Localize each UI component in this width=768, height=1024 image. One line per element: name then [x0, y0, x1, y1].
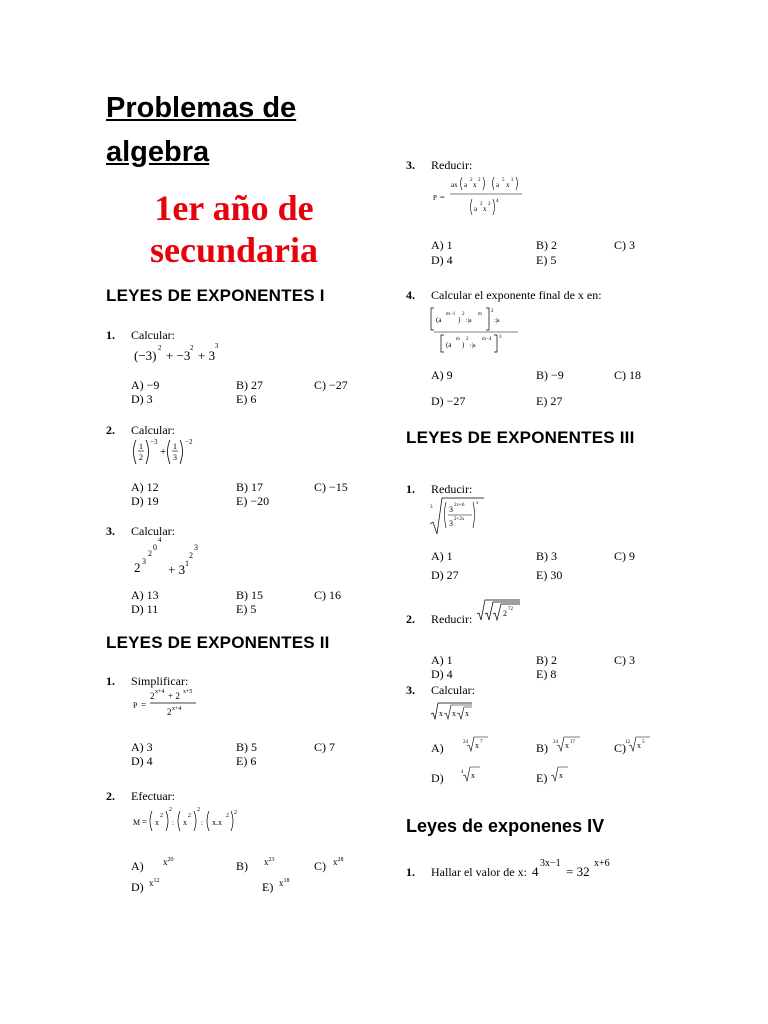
- option[interactable]: C) −27: [314, 378, 348, 392]
- svg-text:2: 2: [188, 813, 191, 819]
- option[interactable]: D) 11: [131, 602, 159, 616]
- option[interactable]: A) 1: [431, 549, 453, 563]
- svg-text:3: 3: [194, 543, 198, 552]
- svg-text:2: 2: [167, 707, 172, 717]
- problem-prompt: Calcular:: [431, 683, 475, 697]
- option[interactable]: B) 27: [236, 378, 263, 392]
- svg-text:0: 0: [153, 543, 157, 552]
- svg-text:2: 2: [158, 344, 162, 352]
- svg-text:4: 4: [496, 199, 499, 204]
- svg-text:2: 2: [466, 337, 469, 342]
- option[interactable]: A): [131, 859, 144, 873]
- problem-prompt: Reducir:: [431, 158, 473, 172]
- problem-number: 3.: [406, 683, 415, 697]
- svg-text:+: +: [160, 446, 167, 458]
- svg-text:x+4: x+4: [155, 689, 165, 695]
- svg-text:ax: ax: [451, 181, 458, 189]
- svg-text:x.x: x.x: [212, 818, 222, 827]
- svg-text:m−1: m−1: [446, 312, 456, 317]
- problem-prompt: Reducir:: [431, 482, 473, 496]
- subtitle-line-1: 1er año de: [154, 188, 314, 228]
- svg-text:3: 3: [215, 342, 219, 350]
- svg-text:x: x: [506, 181, 510, 189]
- option[interactable]: A) 12: [131, 480, 159, 494]
- svg-text:x: x: [471, 771, 475, 780]
- svg-text:x: x: [637, 741, 641, 750]
- svg-text:M: M: [133, 818, 141, 827]
- problem-prompt: Simplificar:: [131, 674, 189, 688]
- expression-9: [476, 598, 522, 624]
- option[interactable]: A) 3: [131, 740, 153, 754]
- svg-text:2x+6: 2x+6: [454, 503, 465, 508]
- option[interactable]: D) 19: [131, 494, 159, 508]
- problem-prompt: Calcular:: [131, 524, 175, 538]
- svg-text:m−4: m−4: [482, 337, 492, 342]
- option[interactable]: D) −27: [431, 394, 466, 408]
- svg-text:x: x: [155, 818, 159, 827]
- option-value: [462, 734, 492, 754]
- svg-text::: :: [172, 819, 174, 827]
- option-value: [552, 734, 584, 754]
- svg-text:3x−1: 3x−1: [540, 858, 561, 869]
- svg-text:2: 2: [478, 178, 481, 183]
- option-value: $x^{28}$: [333, 857, 344, 867]
- svg-text:(−3): (−3): [134, 348, 157, 363]
- svg-text:a: a: [496, 181, 500, 189]
- svg-text:72: 72: [508, 607, 513, 612]
- section-heading-3: LEYES DE EXPONENTES III: [406, 428, 635, 447]
- option[interactable]: C) 3: [614, 653, 635, 667]
- svg-text:2: 2: [150, 691, 155, 701]
- svg-text::: :: [201, 819, 203, 827]
- svg-text:x: x: [476, 501, 479, 506]
- option[interactable]: C) 18: [614, 368, 641, 382]
- svg-text:1: 1: [185, 559, 189, 568]
- option[interactable]: B) 3: [536, 549, 557, 563]
- problem-prompt: Calcular:: [131, 328, 175, 342]
- expression-5: [130, 803, 250, 837]
- expression-10: [430, 700, 476, 722]
- problem-number: 1.: [406, 865, 415, 879]
- svg-text:2: 2: [462, 312, 465, 317]
- option[interactable]: C) −15: [314, 480, 348, 494]
- option-value: $x^{18}$: [279, 878, 290, 888]
- option[interactable]: B) 2: [536, 238, 557, 252]
- svg-text:a: a: [474, 205, 478, 213]
- svg-text:x+6: x+6: [594, 858, 610, 869]
- svg-text:5: 5: [502, 178, 505, 183]
- svg-text:2: 2: [234, 810, 237, 816]
- svg-text:(a: (a: [436, 316, 442, 324]
- option[interactable]: C): [614, 741, 626, 755]
- option[interactable]: D) 4: [431, 253, 453, 267]
- svg-text:2: 2: [226, 813, 229, 819]
- svg-text:+ 3: + 3: [168, 562, 186, 577]
- problem-number: 2.: [406, 612, 415, 626]
- svg-text:4: 4: [532, 864, 539, 879]
- svg-text:2: 2: [169, 807, 172, 813]
- svg-text:24: 24: [553, 740, 558, 745]
- problem-number: 3.: [106, 524, 115, 538]
- problem-number: 1.: [106, 674, 115, 688]
- svg-text::|a: :|a: [494, 318, 500, 324]
- svg-text:1: 1: [139, 442, 143, 451]
- option-value: [624, 734, 654, 754]
- svg-text:): ): [462, 341, 465, 349]
- svg-text:2: 2: [189, 551, 193, 560]
- svg-text:2: 2: [480, 202, 483, 207]
- option[interactable]: C): [314, 859, 326, 873]
- problem-number: 4.: [406, 288, 415, 302]
- option[interactable]: C) 16: [314, 588, 341, 602]
- option[interactable]: A) 9: [431, 368, 453, 382]
- expression-7: [428, 302, 538, 354]
- svg-text:2: 2: [491, 309, 494, 314]
- option[interactable]: E) −20: [236, 494, 270, 508]
- svg-text:= 32: = 32: [566, 864, 590, 879]
- svg-text:−2: −2: [185, 438, 193, 446]
- section-heading-1: LEYES DE EXPONENTES I: [106, 286, 325, 305]
- svg-text:x+5: x+5: [183, 689, 193, 695]
- option[interactable]: D) 27: [431, 568, 459, 582]
- svg-text:x: x: [483, 205, 487, 213]
- option[interactable]: A) −9: [131, 378, 160, 392]
- svg-text:3: 3: [430, 505, 433, 510]
- option[interactable]: E) 5: [236, 602, 257, 616]
- option[interactable]: A) 13: [131, 588, 159, 602]
- svg-text:x: x: [439, 709, 443, 718]
- option-value: [550, 764, 572, 784]
- option[interactable]: B) 15: [236, 588, 263, 602]
- option[interactable]: D) 3: [131, 392, 153, 406]
- svg-text:2: 2: [488, 202, 491, 207]
- svg-text:2+2x: 2+2x: [454, 517, 465, 522]
- svg-text:a: a: [464, 181, 468, 189]
- svg-text:−3: −3: [150, 438, 158, 446]
- expression-8: [428, 494, 488, 538]
- option[interactable]: B) 2: [536, 653, 557, 667]
- svg-text:=: =: [142, 817, 148, 827]
- svg-text:=: =: [141, 700, 147, 710]
- option[interactable]: A) 1: [431, 653, 453, 667]
- problem-number: 3.: [406, 158, 415, 172]
- option[interactable]: E) 6: [236, 392, 257, 406]
- svg-text:3: 3: [449, 505, 453, 514]
- problem-number: 2.: [106, 789, 115, 803]
- svg-text::|a: :|a: [470, 343, 476, 349]
- option[interactable]: B) 5: [236, 740, 257, 754]
- svg-text:m: m: [456, 337, 460, 342]
- option[interactable]: E) 27: [536, 394, 563, 408]
- expression-2: [130, 436, 210, 468]
- svg-text:24: 24: [463, 740, 468, 745]
- problem-prompt: Efectuar:: [131, 789, 175, 803]
- option[interactable]: A) 1: [431, 238, 453, 252]
- svg-text:2: 2: [503, 609, 507, 618]
- option[interactable]: B): [536, 741, 548, 755]
- svg-text:3: 3: [449, 519, 453, 528]
- svg-text:17: 17: [570, 740, 575, 745]
- option[interactable]: E) 6: [236, 754, 257, 768]
- svg-text:2: 2: [148, 549, 152, 558]
- option[interactable]: A): [431, 741, 444, 755]
- expression-3: [128, 536, 218, 578]
- option[interactable]: E): [536, 771, 548, 785]
- svg-text:x: x: [475, 741, 479, 750]
- option[interactable]: E) 30: [536, 568, 563, 582]
- svg-text:x: x: [565, 741, 569, 750]
- svg-text:2: 2: [197, 807, 200, 813]
- svg-text:2: 2: [139, 453, 143, 462]
- svg-text:x: x: [452, 709, 456, 718]
- problem-number: 1.: [106, 328, 115, 342]
- expression-11: [530, 852, 642, 882]
- option[interactable]: D): [131, 880, 144, 894]
- svg-text::|a: :|a: [466, 318, 472, 324]
- svg-text:3: 3: [173, 453, 177, 462]
- svg-text:m: m: [478, 312, 482, 317]
- problem-number: 1.: [406, 482, 415, 496]
- svg-text:2: 2: [190, 344, 194, 352]
- svg-text:3: 3: [142, 557, 146, 566]
- svg-text:3: 3: [499, 335, 502, 340]
- option[interactable]: C) 9: [614, 549, 635, 563]
- svg-text:(a: (a: [446, 341, 452, 349]
- svg-text:2: 2: [470, 178, 473, 183]
- expression-4: [130, 686, 220, 722]
- option[interactable]: B) −9: [536, 368, 564, 382]
- svg-text:12: 12: [625, 740, 630, 745]
- problem-prompt: Reducir:: [431, 612, 473, 626]
- svg-text:1: 1: [173, 442, 177, 451]
- svg-text:+ 2: + 2: [168, 691, 180, 701]
- problem-prompt: Calcular:: [131, 423, 175, 437]
- subtitle-line-2: secundaria: [149, 230, 318, 270]
- problem-number: 2.: [106, 423, 115, 437]
- option-value: $x^{20}$: [163, 857, 174, 867]
- option[interactable]: B) 17: [236, 480, 263, 494]
- problem-prompt: Calcular el exponente final de x en:: [431, 288, 602, 302]
- option[interactable]: D): [431, 771, 444, 785]
- section-heading-2: LEYES DE EXPONENTES II: [106, 633, 330, 652]
- expression-1: [128, 340, 248, 370]
- svg-text:x: x: [559, 771, 563, 780]
- option[interactable]: D) 4: [131, 754, 153, 768]
- svg-text:x: x: [183, 818, 187, 827]
- expression-6: [430, 172, 540, 220]
- svg-text:x: x: [465, 709, 469, 718]
- title-line-1: Problemas de: [106, 92, 297, 124]
- option[interactable]: C) 3: [614, 238, 635, 252]
- svg-text:4: 4: [158, 536, 162, 544]
- svg-text:+ 3: + 3: [198, 348, 216, 363]
- option[interactable]: E): [262, 880, 274, 894]
- title-line-2: algebra: [106, 136, 210, 168]
- svg-text:=: =: [440, 193, 445, 202]
- option-value: $x^{23}$: [264, 857, 275, 867]
- svg-text:7: 7: [480, 740, 483, 745]
- svg-text:2: 2: [134, 560, 141, 575]
- svg-text:P: P: [133, 701, 138, 710]
- option-value: [460, 764, 482, 784]
- svg-text:x+4: x+4: [172, 706, 182, 712]
- problem-prompt: Hallar el valor de x:: [431, 865, 527, 879]
- section-heading-4: Leyes de exponenes IV: [406, 816, 605, 836]
- svg-text:4: 4: [461, 770, 464, 775]
- option[interactable]: D) 4: [431, 667, 453, 681]
- svg-text:x: x: [473, 181, 477, 189]
- option[interactable]: E) 8: [536, 667, 557, 681]
- svg-text:2: 2: [160, 813, 163, 819]
- svg-text:): ): [458, 316, 461, 324]
- option[interactable]: B): [236, 859, 248, 873]
- option[interactable]: C) 7: [314, 740, 335, 754]
- svg-text:P: P: [433, 194, 437, 202]
- option[interactable]: E) 5: [536, 253, 557, 267]
- option-value: $x^{12}$: [149, 878, 160, 888]
- svg-text:5: 5: [642, 740, 645, 745]
- svg-text:+ −3: + −3: [166, 348, 191, 363]
- svg-text:3: 3: [511, 178, 514, 183]
